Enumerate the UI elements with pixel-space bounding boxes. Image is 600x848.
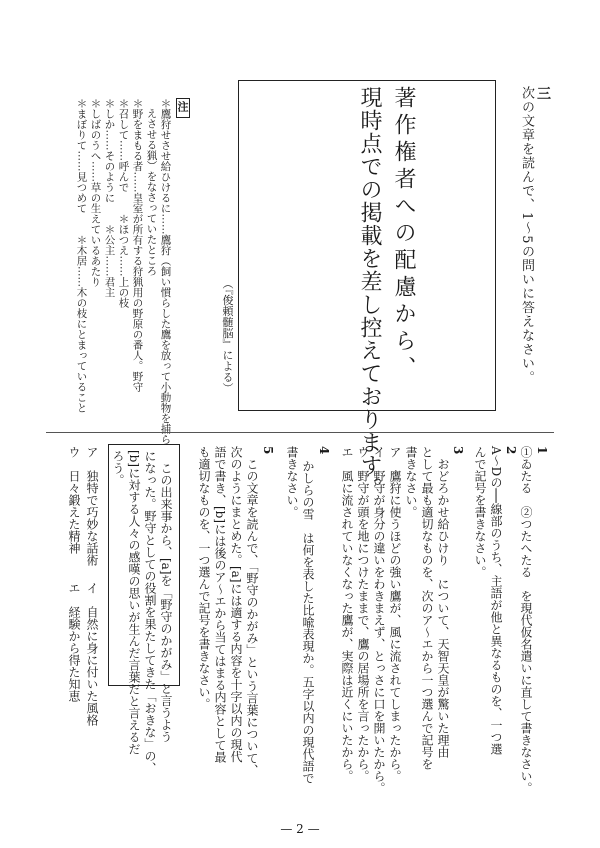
q5-choice-e: エ 経験から得た知恵 [67, 582, 81, 702]
q3-text-line2: として最も適切なものを、次のア〜エから一つ選んで記号を [420, 446, 434, 770]
note-item: ＊召して……呼んで ＊ほつえ……上の枝 [117, 98, 130, 308]
summary-line: になった。野守としての役割を果たしてきた「おきな」の、 [143, 450, 157, 774]
q4-text-line1: かしらの雪 は何を表した比喩表現か。五字以内の現代語で [301, 460, 315, 784]
q3-choice-i: イ 野守が身分の違いをわきまえず、とっさに口を開いたから。 [372, 446, 386, 794]
q5-text-line2: 次のようにまとめた。[a]には適する内容を十字以内の現代 [229, 446, 243, 763]
summary-line: この出来事から、[a]を「野守のかがみ」と言うよう [159, 462, 173, 743]
q5-text-line1: この文章を読んで、「野守のかがみ」という言葉について、 [245, 458, 259, 776]
q3-choice-a: ア 鷹狩に使うほどの強い鷹が、風に流されてしまったから。 [388, 446, 402, 782]
q5-text-line4: も適切なものを、一つ選んで記号を書きなさい。 [197, 446, 211, 710]
notes-header: 注 [176, 101, 189, 112]
section-divider [46, 432, 554, 433]
note-item: ＊鷹狩せさせ給ひけるに……鷹狩（飼い慣らした鷹を放って小動物を捕ら [159, 98, 172, 445]
q5-text-line3: 語で書き、[b]には後のア〜エから当てはまる内容として最 [213, 446, 227, 764]
q3-text-line1: おどろかせ給ひけり について、天智天皇が驚いた理由 [436, 458, 450, 758]
q5-number: 5 [261, 446, 275, 455]
q2-text-line2: んで記号を書きなさい。 [473, 446, 487, 578]
note-item: ＊しばのうへ……草の生えているあたり [89, 98, 102, 287]
q3-choice-u: ウ 野守が頭を地につけたままで、鷹の居場所を言ったから。 [356, 446, 370, 782]
q2-number: 2 [504, 446, 518, 455]
q5-choice-u: ウ 日々鍛えた精神 [67, 446, 81, 554]
q3-text-line3: 書きなさい。 [404, 446, 418, 518]
q4-text-line2: 書きなさい。 [285, 446, 299, 518]
q4-number: 4 [317, 446, 331, 455]
q3-choice-e: エ 風に流されていなくなった鷹が、実際は近くにいたから。 [340, 446, 354, 782]
q5-choice-a: ア 独特で巧妙な話術 [85, 446, 99, 566]
note-item: ＊野をまもる者……皇室が所有する狩猟用の野原の番人。野守 [131, 98, 144, 392]
section-number: 三 [535, 86, 551, 100]
q3-number: 3 [451, 446, 465, 455]
page-number: — 2 — [280, 822, 320, 836]
q2-text-line1: A〜Dの──線部のうち、主語が他と異なるものを、一つ選 [489, 446, 503, 755]
copyright-line-1: 著作権者への配慮から、 [391, 86, 416, 383]
q1-number: 1 [535, 446, 549, 455]
q5-choice-i: イ 自然に身に付いた風格 [85, 582, 99, 726]
note-item: えさせる猟）をなさっていたところ [145, 108, 158, 276]
summary-line: [b]に対する人々の感嘆の思いが生んだ言葉だと言えるだ [127, 450, 141, 756]
copyright-line-2: 現時点での掲載を差し控えております。 [357, 86, 382, 500]
summary-line: ろう。 [111, 450, 125, 486]
note-item: ＊しか……そのように ＊公主……君主 [103, 98, 116, 298]
source-citation: （『俊頼髄脳』による） [221, 278, 234, 394]
note-item: ＊まぼりて……見つめて ＊木居……木の枝にとまっていること [75, 98, 88, 413]
section-instruction: 次の文章を読んで、1〜5の問いに答えなさい。 [519, 86, 534, 385]
q1-text: ①ゐたる ②つたへたる を現代仮名遣いに直して書きなさい。 [519, 446, 533, 794]
